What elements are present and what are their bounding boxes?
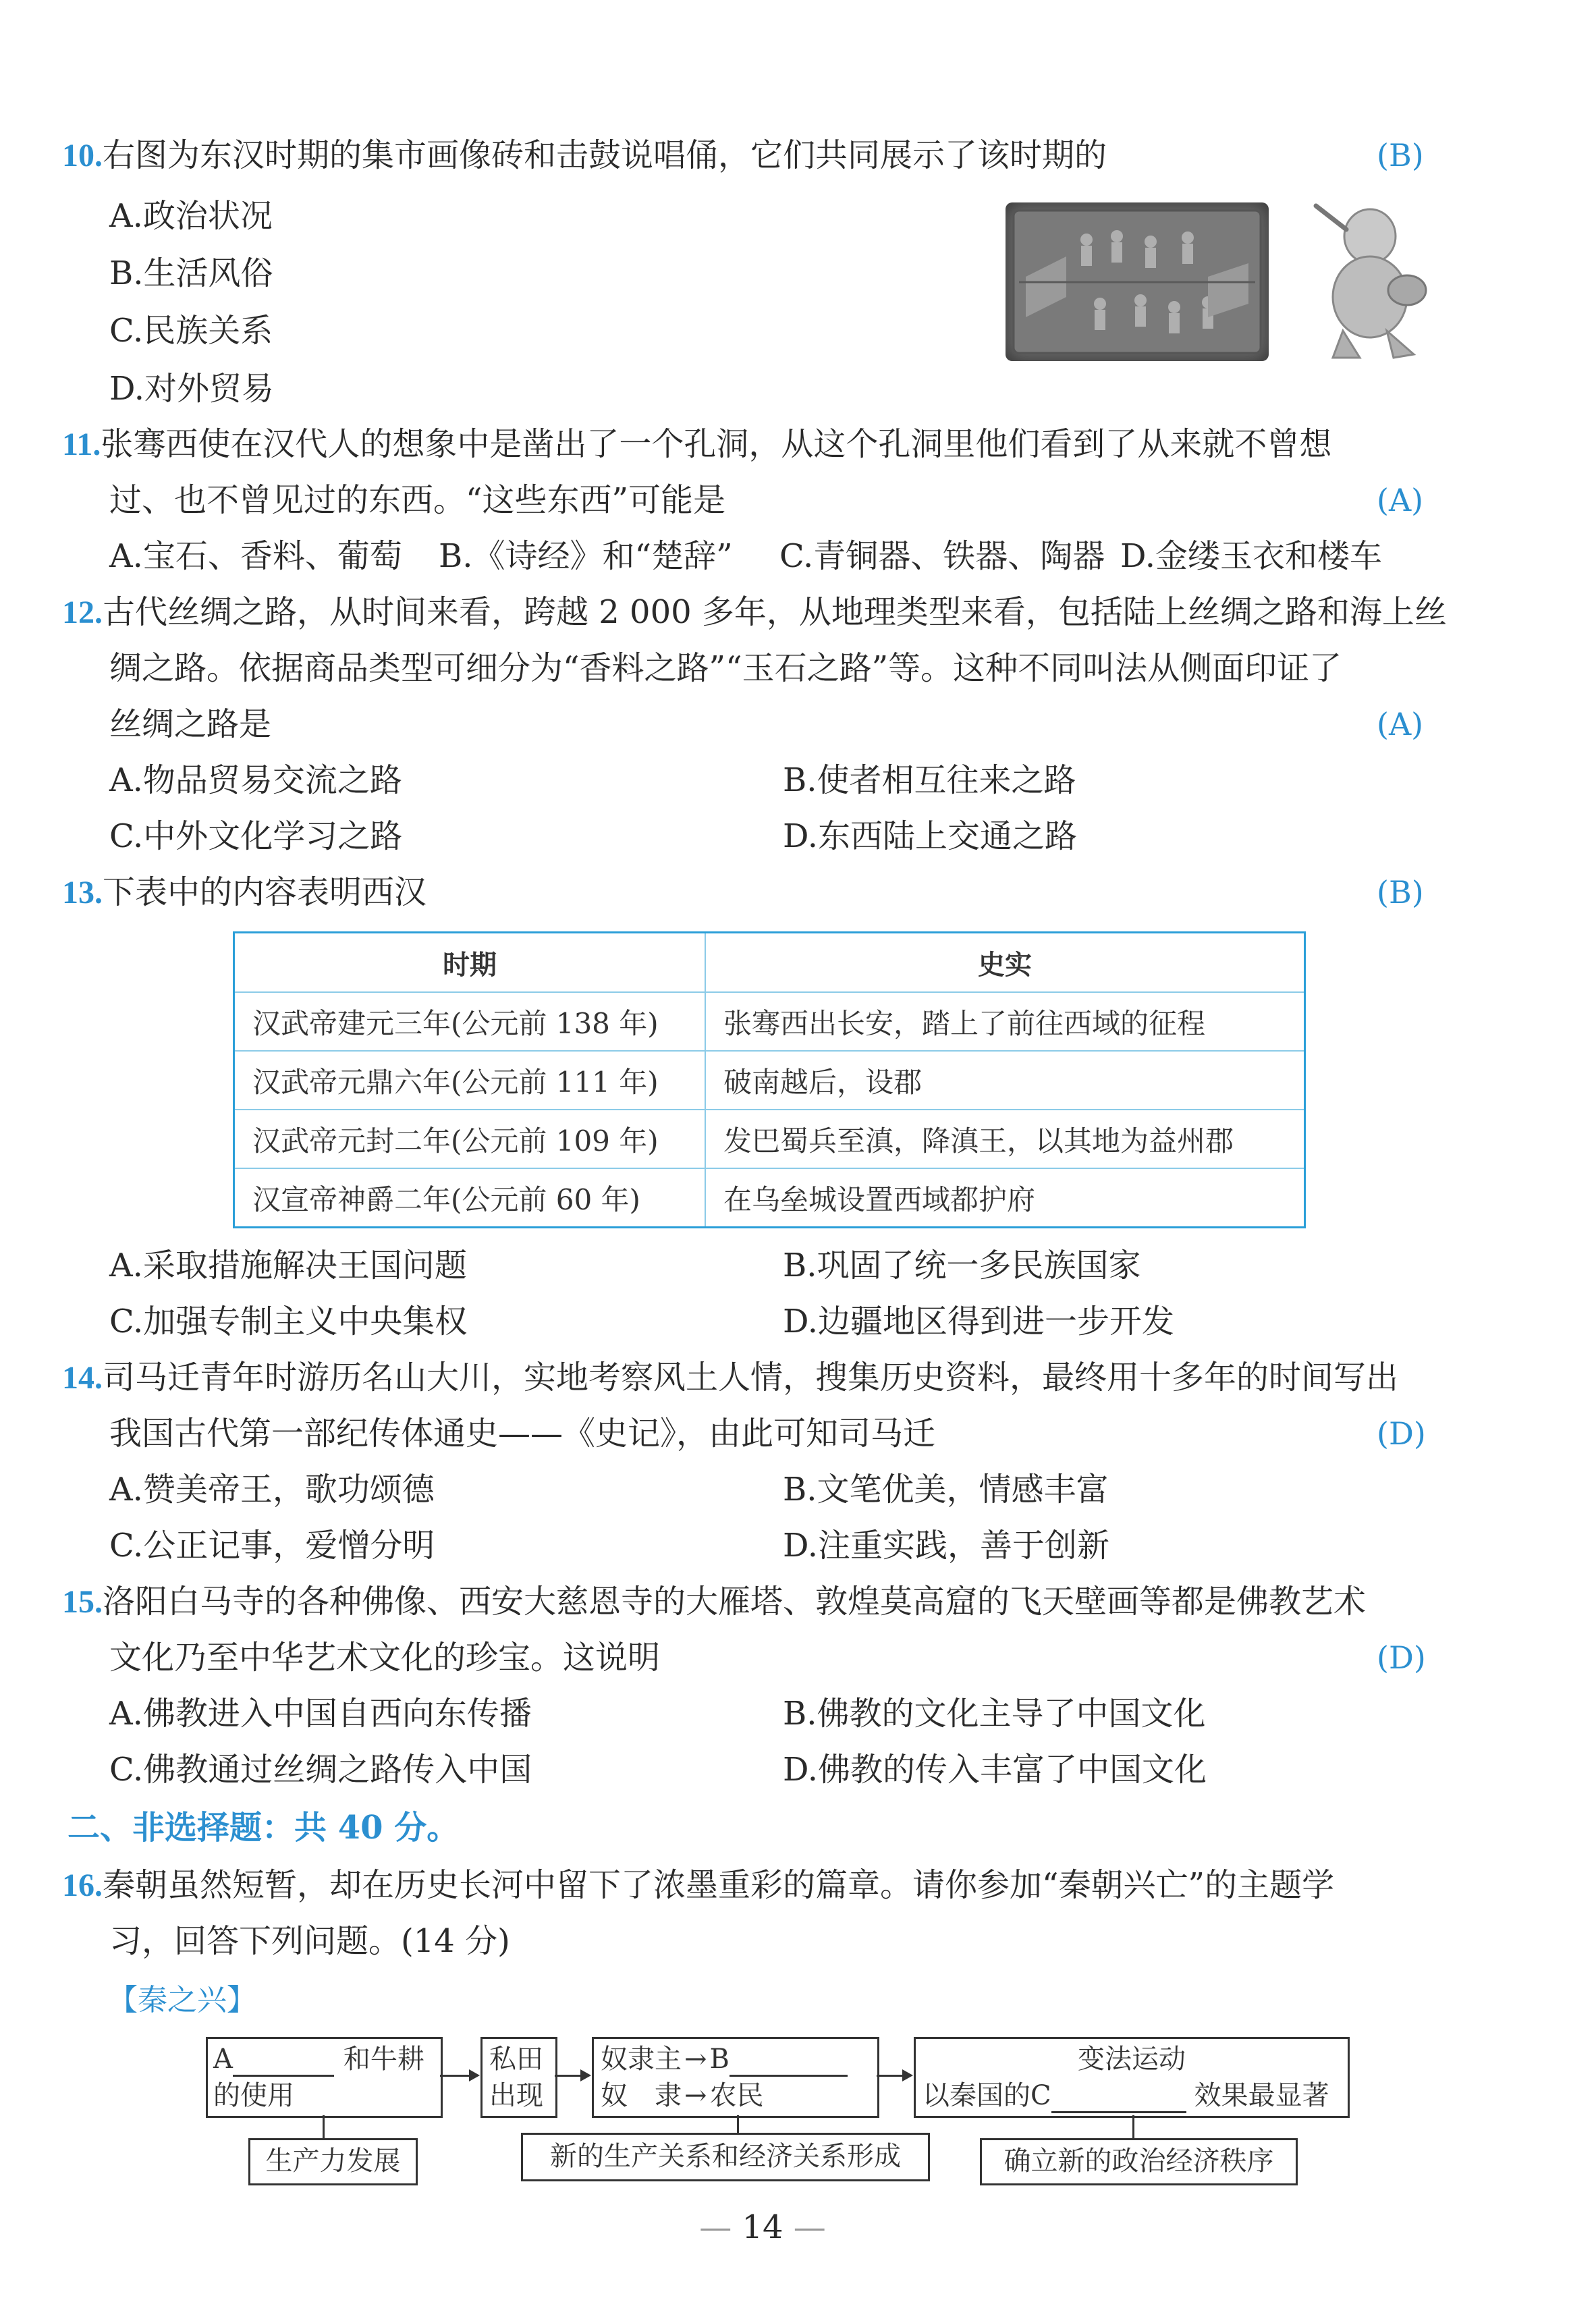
q15-answer: (D) <box>1377 1639 1426 1676</box>
blank-a-line <box>233 2075 334 2077</box>
blank-b-label: B <box>709 2044 730 2075</box>
arrow-right-icon <box>877 2075 910 2077</box>
q15-option-c: C.佛教通过丝绸之路传入中国 <box>109 1751 532 1789</box>
q14-option-b: B.文笔优美，情感丰富 <box>783 1471 1109 1508</box>
q12-stem-line1: 12.古代丝绸之路，从时间来看，跨越 2 000 多年，从地理类型来看，包括陆上丝绸之路和海上丝 <box>62 593 1447 631</box>
arrow-right-icon <box>555 2075 588 2077</box>
q11-option-a: A.宝石、香料、葡萄 <box>109 537 402 575</box>
box-social-text2: 奴 隶 <box>601 2080 682 2111</box>
q10-answer: (B) <box>1377 137 1424 173</box>
q13-option-b: B.巩固了统一多民族国家 <box>783 1247 1141 1284</box>
arrow-right-icon: → <box>684 2080 707 2111</box>
q13-option-c: C.加强专制主义中央集权 <box>109 1303 468 1340</box>
q15-option-b: B.佛教的文化主导了中国文化 <box>783 1695 1206 1733</box>
q14-answer: (D) <box>1377 1415 1426 1452</box>
q14-option-d: D.注重实践，善于创新 <box>783 1527 1110 1564</box>
q10-stem: 10.右图为东汉时期的集市画像砖和击鼓说唱俑，它们共同展示了该时期的 <box>62 136 1107 174</box>
q13-option-d: D.边疆地区得到进一步开发 <box>783 1303 1175 1340</box>
drummer-figurine-image <box>1306 196 1434 364</box>
blank-b-line <box>730 2075 848 2077</box>
q14-stem-line1: 14.司马迁青年时游历名山大川，实地考察风土人情，搜集历史资料，最终用十多年的时间写出 <box>62 1359 1399 1396</box>
q11-option-d: D.金缕玉衣和楼车 <box>1120 537 1383 575</box>
q15-option-d: D.佛教的传入丰富了中国文化 <box>783 1751 1207 1789</box>
box-tools-text2: 的使用 <box>213 2080 294 2111</box>
q16-stem-line1: 16.秦朝虽然短暂，却在历史长河中留下了浓墨重彩的篇章。请你参加“秦朝兴亡”的主题学 <box>62 1866 1335 1904</box>
q12-option-a: A.物品贸易交流之路 <box>109 761 402 799</box>
table-cell: 汉宣帝神爵二年(公元前 60 年) <box>234 1168 706 1228</box>
table-row <box>234 992 1305 1051</box>
table-row <box>234 1168 1305 1228</box>
q11-option-c: C.青铜器、铁器、陶器 <box>779 537 1105 575</box>
page-number: — 14 — <box>699 2208 826 2246</box>
diagram-box-private-land <box>480 2037 557 2118</box>
q13-answer: (B) <box>1377 874 1424 910</box>
q16-stem-line2: 习，回答下列问题。(14 分) <box>109 1922 510 1960</box>
table-header-row <box>234 933 1305 993</box>
blank-c-line <box>1051 2111 1186 2113</box>
q12-stem-line3: 丝绸之路是 <box>109 705 272 743</box>
box-private-land-text2: 出现 <box>489 2080 543 2111</box>
table-header-fact: 史实 <box>705 933 1305 993</box>
box-tools-text: 和牛耕 <box>343 2044 424 2075</box>
table-cell: 汉武帝元封二年(公元前 109 年) <box>234 1110 706 1168</box>
q10-option-a: A.政治状况 <box>109 197 273 235</box>
q15-option-a: A.佛教进入中国自西向东传播 <box>109 1695 532 1733</box>
blank-c-label: C <box>1030 2080 1051 2111</box>
diagram-box-productivity: 生产力发展 <box>248 2138 418 2185</box>
q10-option-c: C.民族关系 <box>109 312 273 350</box>
q11-stem-line2: 过、也不曾见过的东西。“这些东西”可能是 <box>109 481 726 519</box>
q15-stem-line2: 文化乃至中华艺术文化的珍宝。这说明 <box>109 1639 661 1677</box>
q12-option-c: C.中外文化学习之路 <box>109 817 403 855</box>
diagram-box-reform <box>914 2037 1350 2118</box>
diagram-box-order: 确立新的政治经济秩序 <box>980 2138 1298 2185</box>
box-social-text1: 奴隶主 <box>601 2044 682 2075</box>
q12-option-b: B.使者相互往来之路 <box>783 761 1076 799</box>
q14-option-a: A.赞美帝王，歌功颂德 <box>109 1471 435 1508</box>
history-table <box>233 931 1306 1228</box>
table-cell: 汉武帝建元三年(公元前 138 年) <box>234 992 706 1051</box>
diagram-box-tools <box>206 2037 443 2118</box>
q12-answer: (A) <box>1377 706 1424 742</box>
blank-a-label: A <box>213 2044 233 2075</box>
table-row <box>234 1051 1305 1110</box>
q11-option-b: B.《诗经》和“楚辞” <box>439 537 733 575</box>
box-social-text3: 农民 <box>709 2080 764 2111</box>
box-reform-text2: 以秦国的 <box>923 2080 1030 2111</box>
q15-stem-line1: 15.洛阳白马寺的各种佛像、西安大慈恩寺的大雁塔、敦煌莫高窟的飞天壁画等都是佛教艺术 <box>62 1583 1367 1620</box>
arrow-right-icon: → <box>684 2044 707 2075</box>
q13-option-a: A.采取措施解决王国问题 <box>109 1247 467 1284</box>
q10-option-d: D.对外贸易 <box>109 370 275 408</box>
box-reform-text3: 效果最显著 <box>1194 2080 1329 2111</box>
table-cell: 张骞西出长安，踏上了前往西域的征程 <box>705 992 1305 1051</box>
q16-subheading: 【秦之兴】 <box>108 1983 256 2017</box>
table-cell: 汉武帝元鼎六年(公元前 111 年) <box>234 1051 706 1110</box>
q14-option-c: C.公正记事，爱憎分明 <box>109 1527 435 1564</box>
page-number-value: 14 <box>742 2208 783 2246</box>
market-brick-image <box>1006 202 1269 361</box>
q12-option-d: D.东西陆上交通之路 <box>783 817 1078 855</box>
table-cell: 发巴蜀兵至滇，降滇王，以其地为益州郡 <box>705 1110 1305 1168</box>
box-reform-text1: 变法运动 <box>1078 2044 1186 2075</box>
q11-answer: (A) <box>1377 482 1424 518</box>
q10-option-b: B.生活风俗 <box>109 254 273 292</box>
table-cell: 破南越后，设郡 <box>705 1051 1305 1110</box>
table-row <box>234 1110 1305 1168</box>
table-cell: 在乌垒城设置西域都护府 <box>705 1168 1305 1228</box>
table-header-period: 时期 <box>234 933 706 993</box>
box-private-land-text1: 私田 <box>489 2044 543 2075</box>
q11-stem-line1: 11.张骞西使在汉代人的想象中是凿出了一个孔洞，从这个孔洞里他们看到了从来就不曾想 <box>62 425 1332 463</box>
section-2-heading: 二、非选择题：共 40 分。 <box>67 1809 460 1847</box>
diagram-box-relations: 新的生产关系和经济关系形成 <box>521 2133 930 2181</box>
diagram-box-social-change <box>592 2037 879 2118</box>
q13-stem: 13.下表中的内容表明西汉 <box>62 873 427 911</box>
arrow-right-icon <box>440 2075 477 2077</box>
q14-stem-line2: 我国古代第一部纪传体通史——《史记》，由此可知司马迁 <box>109 1415 936 1452</box>
q12-stem-line2: 绸之路。依据商品类型可细分为“香料之路”“玉石之路”等。这种不同叫法从侧面印证了 <box>109 649 1342 687</box>
